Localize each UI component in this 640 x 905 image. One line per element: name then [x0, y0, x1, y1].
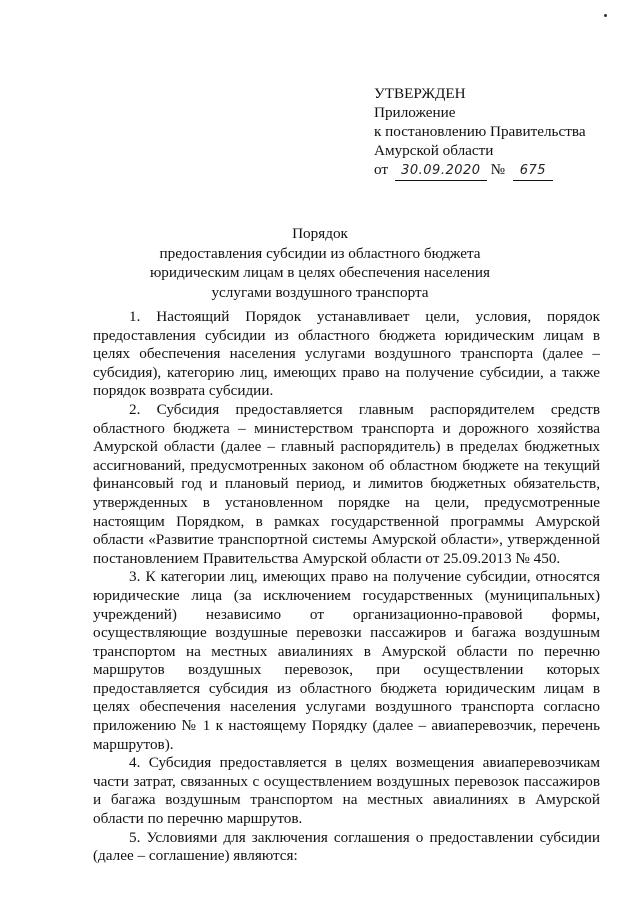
appendix-label: Приложение — [374, 104, 456, 121]
handwritten-number: 675 — [513, 161, 553, 181]
title-line-2: предоставления субсидии из областного бюджета — [159, 244, 481, 262]
title-line-4: услугами воздушного транспорта — [211, 283, 429, 301]
resolution-label: к постановлению Правительства — [374, 123, 586, 140]
scan-dot — [604, 14, 607, 17]
date-prefix: от — [374, 161, 389, 178]
handwritten-date: 30.09.2020 — [395, 161, 487, 181]
region-label: Амурской области — [374, 142, 494, 159]
approval-stamp — [374, 84, 586, 181]
paragraph-5: 5. Условиями для заключения соглашения о предоставлении субсидии (далее – соглашение) являются: — [93, 828, 600, 865]
title-line-1: Порядок — [292, 225, 348, 242]
paragraph-4: 4. Субсидия предоставляется в целях возмещения авиаперевозчикам части затрат, связанных с осуществлением воздушных перевозок пассажиров и багажа воздушным транспортом на местных авиалиниях в Амурской области по перечню маршрутов. — [93, 754, 600, 828]
paragraph-2: 2. Субсидия предоставляется главным распорядителем средств областного бюджета – министерством транспорта и дорожного хозяйства Амурской области (далее – главный распорядитель) в пределах бюджетных ассигнований, предусмотренных законом об областном бюджете на текущий финансовый год и плановый период, и лимитов бюджетных обязательств, утвержденных в установленном порядке на цели, предусмотренные настоящим Порядком, в рамках государственной программы Амурской области «Развитие транспортной системы Амурской области», утвержденной постановлением Правительства Амурской области от 25.09.2013 № 450. — [93, 400, 600, 567]
paragraph-3: 3. К категории лиц, имеющих право на получение субсидии, относятся юридические лица (за исключением государственных (муниципальных) учреждений) независимо от организационно-правовой формы, осуществляющие воздушные перевозки пассажиров и багажа воздушным транспортом на местных авиалиниях в Амурской области по перечню маршрутов воздушных перевозок, при осуществлении которых предоставляется субсидия из областного бюджета юридическим лицам в целях обеспечения населения услугами воздушного транспорта согласно приложению № 1 к настоящему Порядку (далее – авиаперевозчик, перечень маршрутов). — [93, 568, 600, 753]
title-line-3: юридическим лицам в целях обеспечения населения — [149, 264, 491, 281]
document-title — [120, 224, 520, 302]
paragraph-1: 1. Настоящий Порядок устанавливает цели, условия, порядок предоставления субсидии из областного бюджета юридическим лицам в целях обеспечения населения услугами воздушного транспорта (далее – субсидия), категорию лиц, имеющих право на получение субсидии, а также порядок возврата субсидии. — [93, 308, 600, 400]
document-body — [93, 308, 600, 866]
number-prefix: № — [490, 161, 506, 178]
approved-label: УТВЕРЖДЕН — [374, 85, 466, 102]
date-number-row — [374, 160, 586, 181]
